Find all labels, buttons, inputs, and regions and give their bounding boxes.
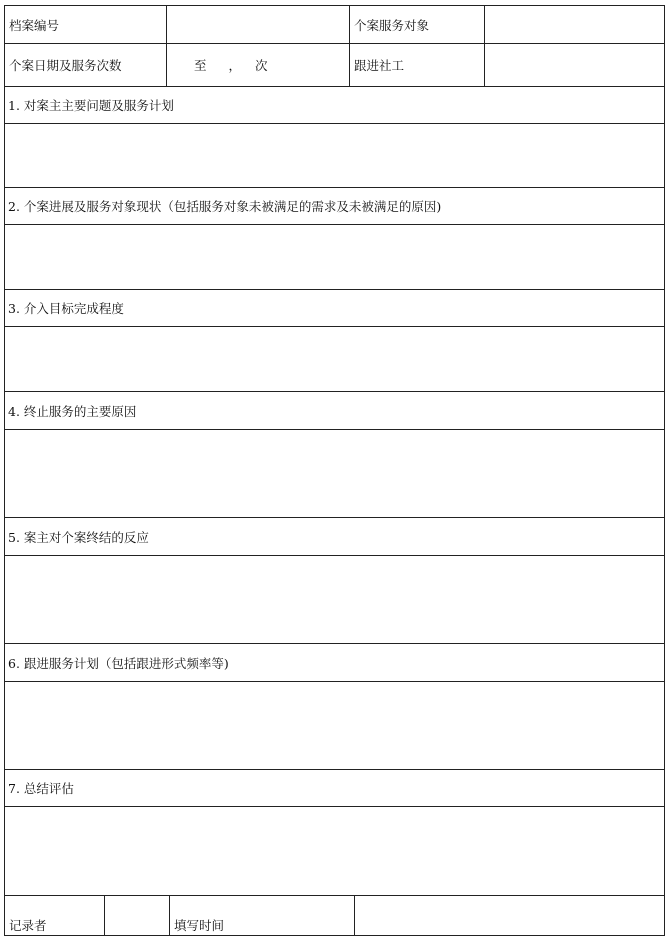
section-6-content[interactable] [5, 682, 664, 770]
section-1-title-row [5, 87, 664, 124]
date-count-label: 个案日期及服务次数 [9, 58, 122, 73]
section-4-title-row [5, 392, 664, 430]
client-label-cell [350, 6, 485, 43]
section-3-title: 3. 介入目标完成程度 [8, 301, 124, 316]
recorder-field[interactable] [105, 896, 170, 935]
file-no-label: 档案编号 [9, 17, 60, 33]
section-7-title-row [5, 770, 664, 807]
file-no-field[interactable] [167, 6, 350, 43]
date-count-label-cell [5, 44, 167, 86]
date-comma-text: ， [228, 58, 242, 73]
date-to-text: 至 [194, 58, 207, 73]
section-6-title: 6. 跟进服务计划（包括跟进形式频率等) [8, 655, 229, 671]
section-3-title-row [5, 290, 664, 327]
worker-label-cell [350, 44, 485, 86]
section-5-content[interactable] [5, 556, 664, 644]
section-3-content[interactable] [5, 327, 664, 392]
section-1-content[interactable] [5, 124, 664, 188]
header-row-2 [5, 44, 664, 87]
section-4-title: 4. 终止服务的主要原因 [8, 403, 137, 419]
worker-label: 跟进社工 [354, 58, 405, 73]
section-7-title: 7. 总结评估 [8, 781, 74, 796]
date-count-field[interactable] [167, 44, 350, 86]
time-label: 填写时间 [174, 918, 225, 933]
section-2-title-row [5, 188, 664, 225]
date-count-text [194, 56, 268, 74]
file-no-label-cell [5, 6, 167, 43]
time-label-cell [170, 896, 355, 935]
client-label: 个案服务对象 [354, 17, 430, 33]
worker-field[interactable] [485, 44, 664, 86]
footer-row [5, 896, 664, 935]
section-5-title: 5. 案主对个案终结的反应 [8, 529, 149, 545]
section-7-content[interactable] [5, 807, 664, 896]
client-field[interactable] [485, 6, 664, 43]
section-6-title-row [5, 644, 664, 682]
recorder-label: 记录者 [9, 918, 47, 933]
time-field[interactable] [355, 896, 664, 935]
header-row-1 [5, 6, 664, 44]
section-2-content[interactable] [5, 225, 664, 290]
section-5-title-row [5, 518, 664, 556]
recorder-label-cell [5, 896, 105, 935]
section-1-title: 1. 对案主主要问题及服务计划 [8, 98, 174, 113]
case-closure-form [4, 5, 665, 936]
section-4-content[interactable] [5, 430, 664, 518]
section-2-title: 2. 个案进展及服务对象现状（包括服务对象未被满足的需求及未被满足的原因) [8, 199, 442, 214]
date-times-text: 次 [255, 58, 268, 73]
